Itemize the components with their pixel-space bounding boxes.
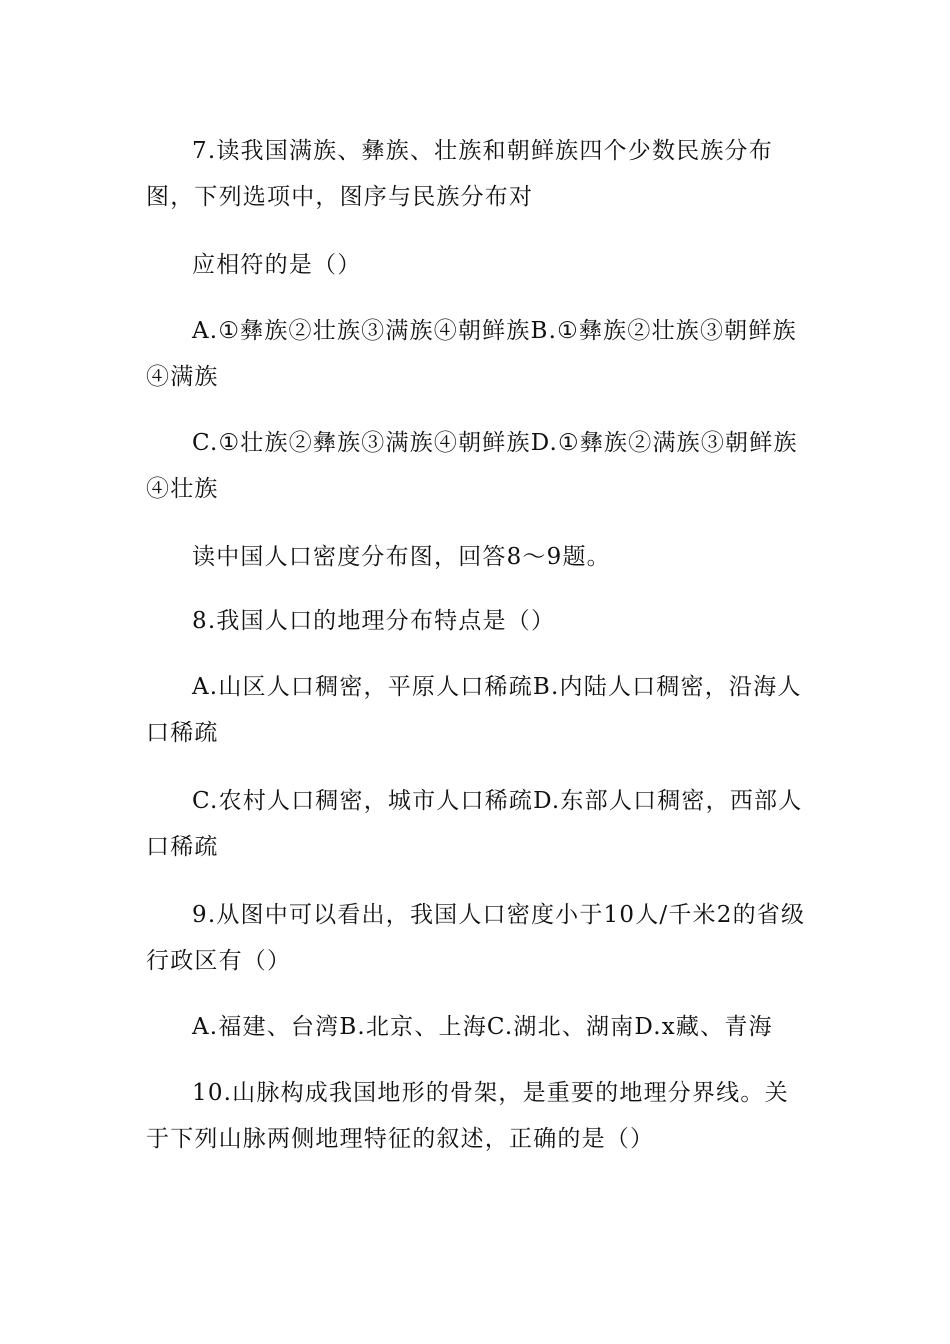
question-8-options-cd: C.农村人口稠密，城市人口稀疏D.东部人口稠密，西部人口稀疏 <box>146 788 803 860</box>
question-7-stem: 7.读我国满族、彝族、壮族和朝鲜族四个少数民族分布图，下列选项中，图序与民族分布对 <box>146 138 773 210</box>
question-9-options: A.福建、台湾B.北京、上海C.湖北、湖南D.x藏、青海 <box>192 1014 773 1040</box>
question-10-stem: 10.山脉构成我国地形的骨架，是重要的地理分界线。关于下列山脉两侧地理特征的叙述，正确的是（） <box>146 1080 789 1152</box>
question-9-stem: 9.从图中可以看出，我国人口密度小于10人/千米2的省级行政区有（） <box>146 902 806 974</box>
question-8-options-ab: A.山区人口稠密，平原人口稀疏B.内陆人口稠密，沿海人口稀疏 <box>146 674 802 746</box>
question-7-options-ab: A.①彝族②壮族③满族④朝鲜族B.①彝族②壮族③朝鲜族④满族 <box>146 318 797 390</box>
question-7-options-cd: C.①壮族②彝族③满族④朝鲜族D.①彝族②满族③朝鲜族④壮族 <box>146 430 798 502</box>
question-7-stem-continued: 应相符的是（） <box>192 252 362 278</box>
questions-8-9-intro: 读中国人口密度分布图，回答8～9题。 <box>192 544 611 570</box>
question-8-stem: 8.我国人口的地理分布特点是（） <box>192 608 556 634</box>
